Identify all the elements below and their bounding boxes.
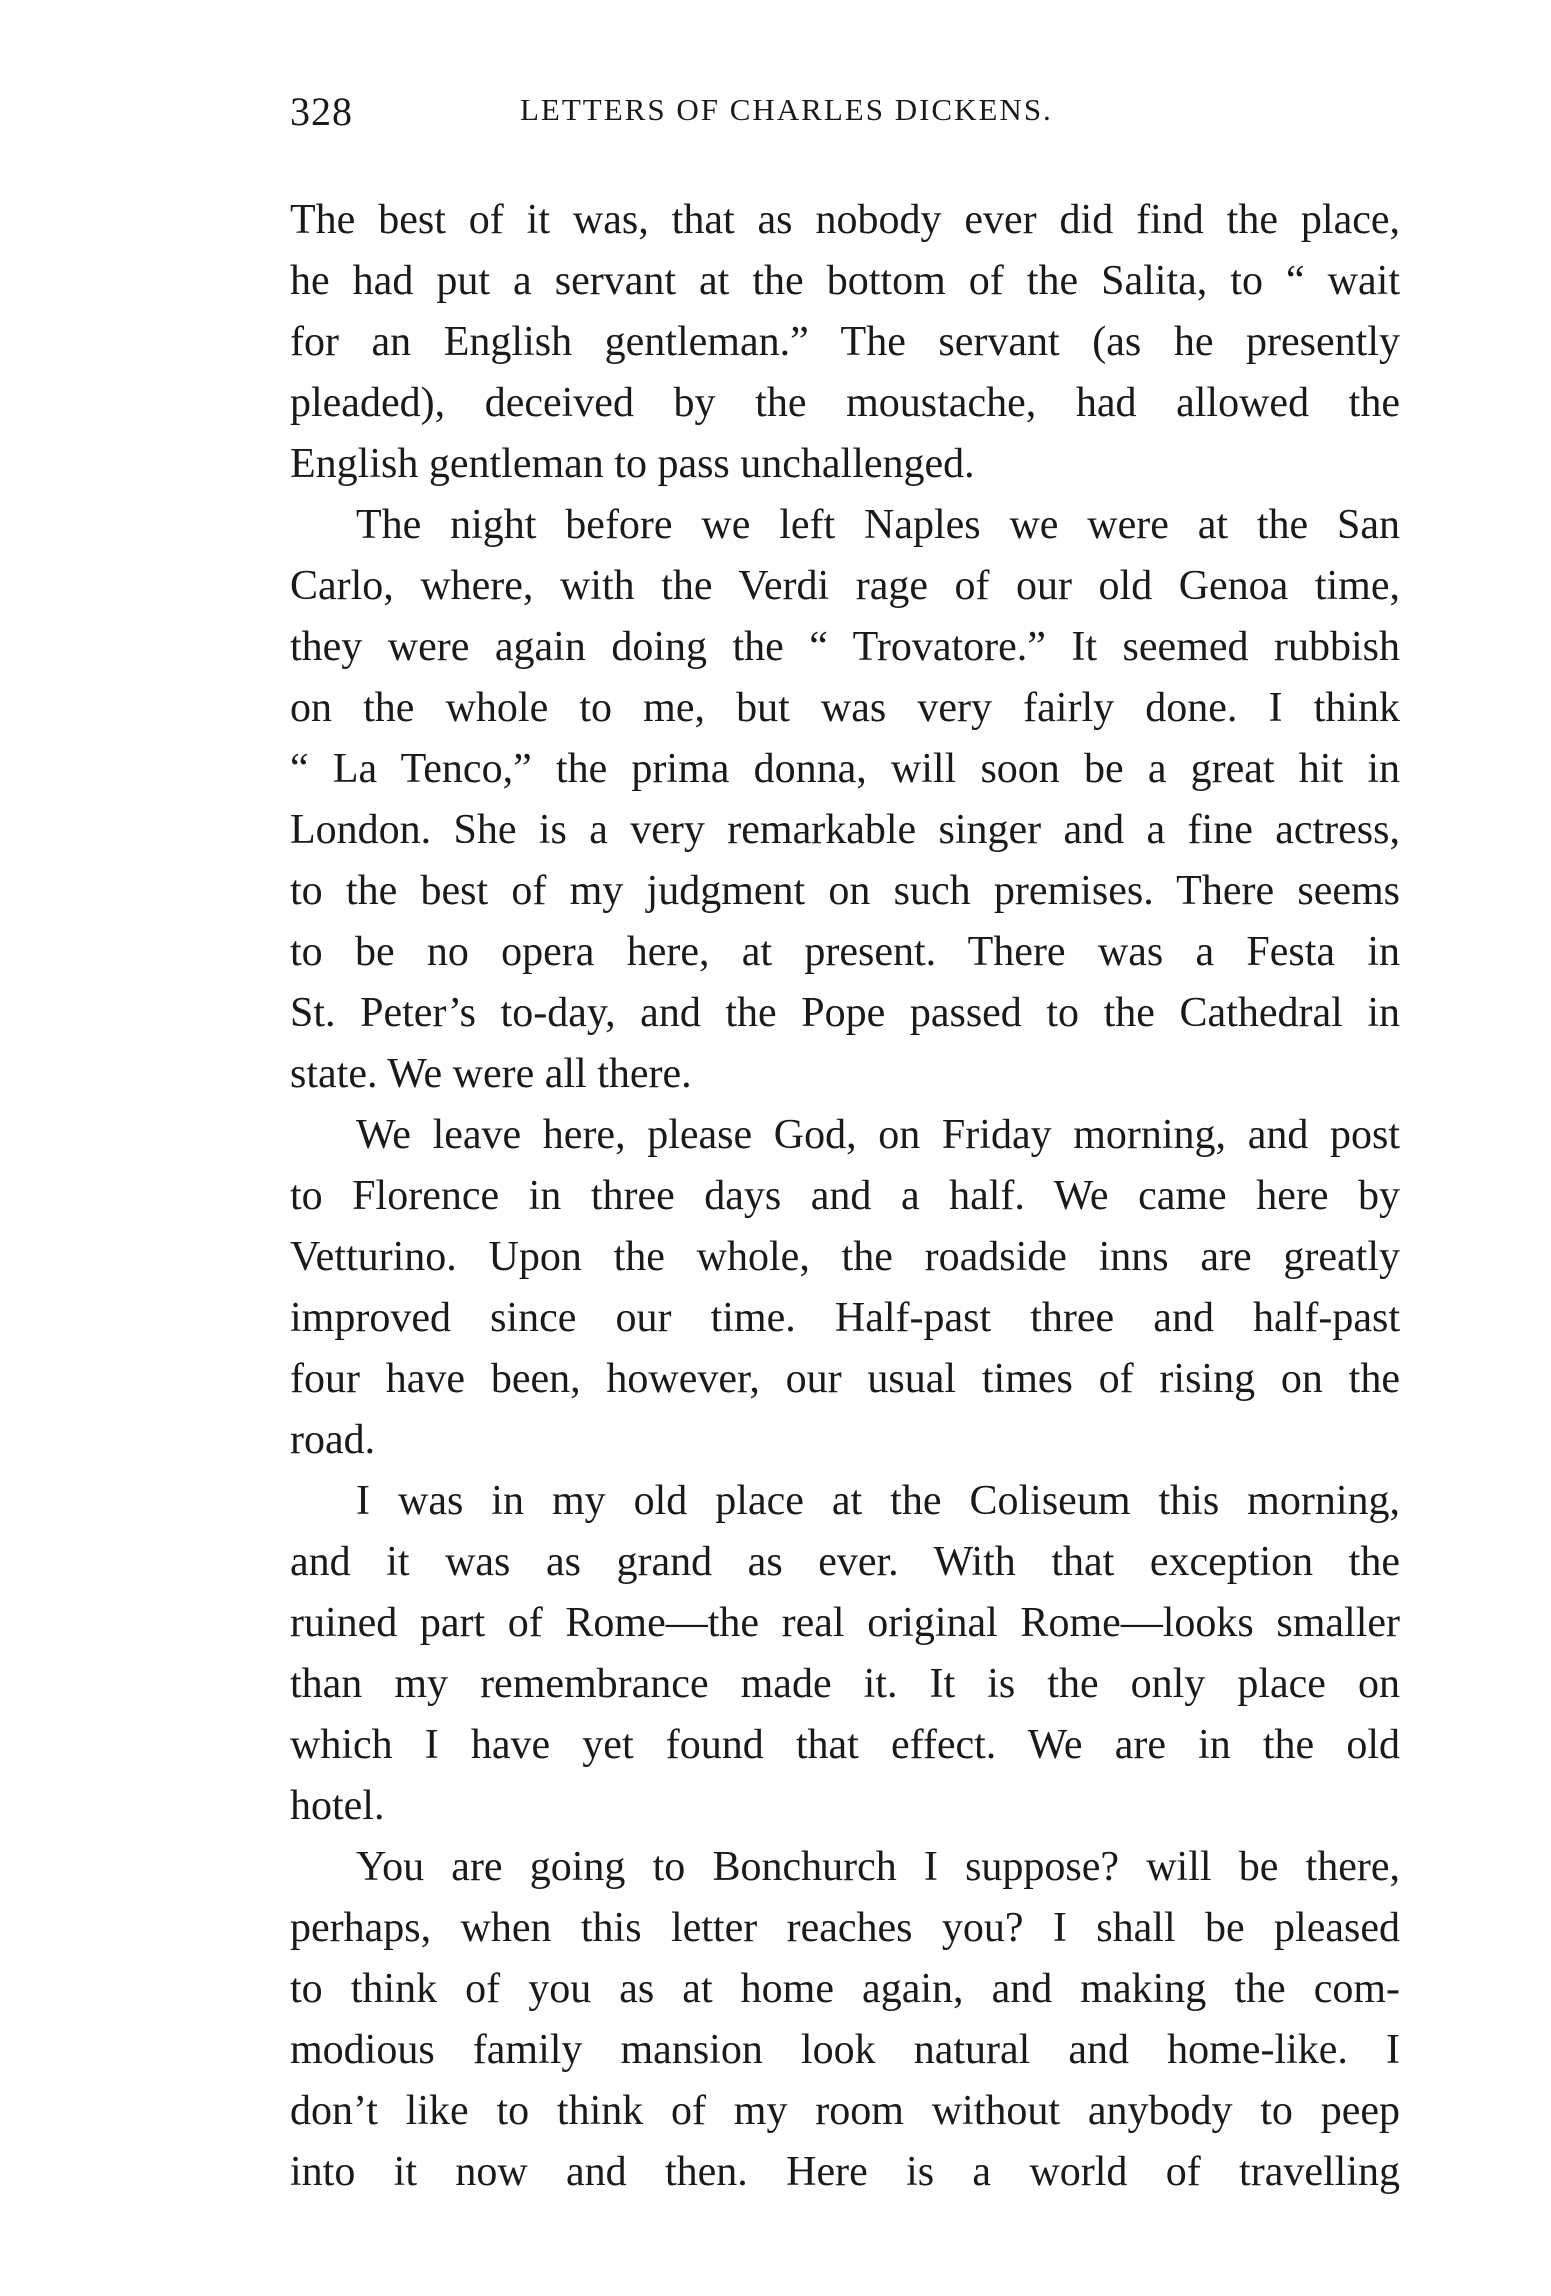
text-line: perhaps, when this letter reaches you? I shall be pleased [290,1905,1400,1951]
text-line: modious family mansion look natural and home-like. I [290,2027,1400,2073]
text-line: The night before we left Naples we were at the San [356,502,1400,548]
page-number: 328 [290,89,353,134]
text-line: state. We were all there. [290,1051,692,1097]
running-title: LETTERS OF CHARLES DICKENS. [520,92,1053,127]
text-line: ruined part of Rome—the real original Rome—looks smaller [290,1600,1400,1646]
text-line: “ La Tenco,” the prima donna, will soon be a great hit in [290,746,1400,792]
paragraph [290,1837,1400,2203]
text-line: than my remembrance made it. It is the only place on [290,1661,1400,1707]
paragraph [290,190,1400,495]
text-line: and it was as grand as ever. With that exception the [290,1539,1400,1585]
text-line: to be no opera here, at present. There was a Festa in [290,929,1400,975]
paragraph-list [290,190,1400,2203]
text-line: to think of you as at home again, and making the com- [290,1966,1400,2012]
text-line: St. Peter’s to-day, and the Pope passed to the Cathedral in [290,990,1400,1036]
text-line: he had put a servant at the bottom of the Salita, to “ wait [290,258,1400,304]
page-header [290,88,1400,148]
text-line: pleaded), deceived by the moustache, had allowed the [290,380,1400,426]
text-line: Carlo, where, with the Verdi rage of our old Genoa time, [290,563,1400,609]
text-line: You are going to Bonchurch I suppose? will be there, [356,1844,1400,1890]
text-line: for an English gentleman.” The servant (as he presently [290,319,1400,365]
text-line: hotel. [290,1783,385,1829]
text-line: I was in my old place at the Coliseum this morning, [356,1478,1400,1524]
text-line: on the whole to me, but was very fairly done. I think [290,685,1400,731]
text-line: London. She is a very remarkable singer and a fine actress, [290,807,1400,853]
paragraph [290,1105,1400,1471]
paragraph [290,1471,1400,1837]
text-line: they were again doing the “ Trovatore.” It seemed rubbish [290,624,1400,670]
text-line: to the best of my judgment on such premises. There seems [290,868,1400,914]
paragraph [290,495,1400,1105]
text-line: four have been, however, our usual times of rising on the [290,1356,1400,1402]
text-line: to Florence in three days and a half. We came here by [290,1173,1400,1219]
text-line: We leave here, please God, on Friday morning, and post [356,1112,1400,1158]
letter-body [290,190,1400,2203]
text-line: which I have yet found that effect. We are in the old [290,1722,1400,1768]
text-line: The best of it was, that as nobody ever did find the place, [290,197,1400,243]
text-line: English gentleman to pass unchallenged. [290,441,975,487]
text-line: Vetturino. Upon the whole, the roadside inns are greatly [290,1234,1400,1280]
text-line: improved since our time. Half-past three and half-past [290,1295,1400,1341]
text-line: don’t like to think of my room without anybody to peep [290,2088,1400,2134]
text-line: into it now and then. Here is a world of travelling [290,2149,1400,2195]
text-line: road. [290,1417,376,1463]
